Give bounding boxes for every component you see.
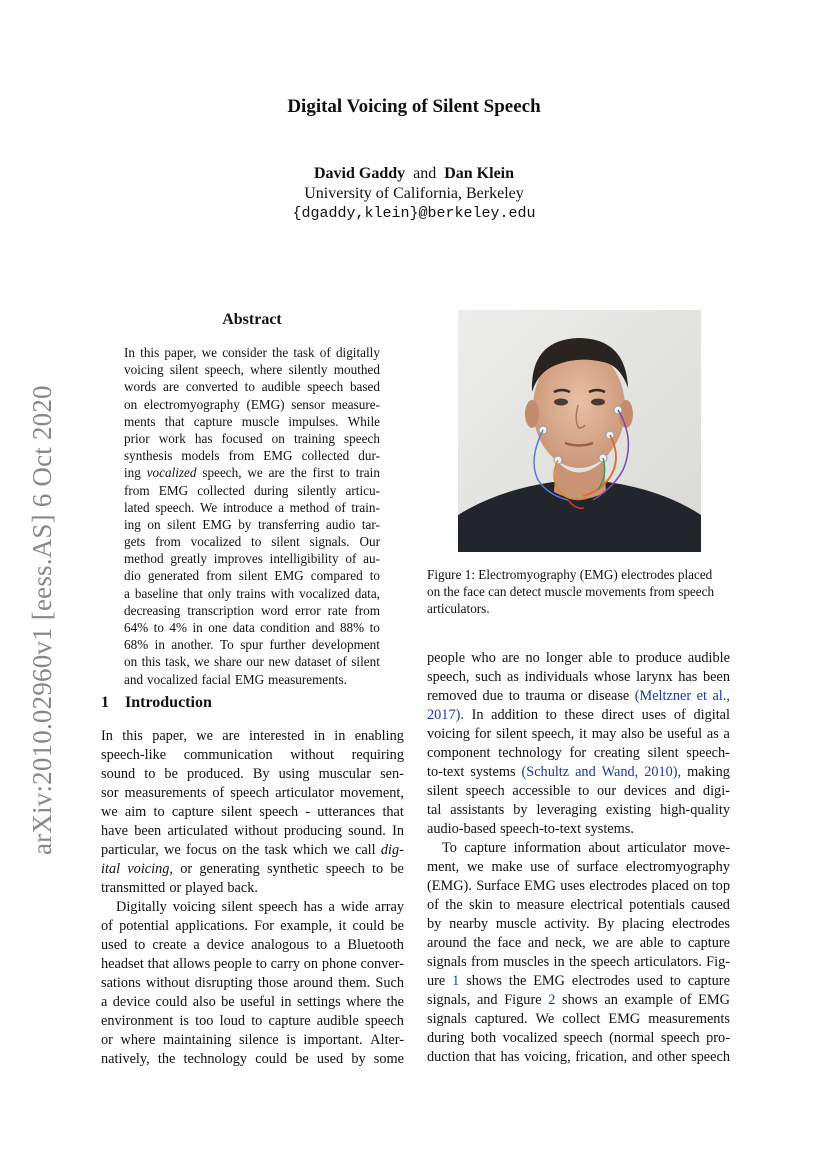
- text-line: To capture information about articulator move-: [442, 840, 730, 856]
- affiliation: University of California, Berkeley: [304, 185, 524, 202]
- text-line: ments that capture muscle impulses. While: [124, 413, 380, 429]
- text-line: around the face and neck, we are able to capture: [427, 935, 730, 951]
- figure-1-caption: [427, 566, 732, 618]
- text-line: or where maintaining silence is important. Alter-: [101, 1032, 404, 1048]
- text-line: Digitally voicing silent speech has a wide array: [116, 899, 404, 915]
- text-line: sor measurements of speech articulator movement,: [101, 785, 404, 801]
- caption-line: Figure 1: Electromyography (EMG) electrodes placed: [427, 567, 713, 582]
- section-heading: [101, 694, 228, 712]
- text-line: 68% in another. To spur further development: [124, 637, 380, 653]
- text-line: lated speech. We introduce a method of train-: [124, 499, 380, 515]
- text-line: a device could also be useful in settings where the: [101, 994, 404, 1010]
- text-line: during both vocalized speech (normal speech pro-: [427, 1030, 730, 1046]
- text-line: words are converted to audible speech based: [124, 379, 380, 395]
- text-line: speech, such as individuals whose larynx has been: [427, 669, 730, 685]
- section-title: Introduction: [125, 694, 212, 711]
- text-line: audio-based speech-to-text systems.: [427, 821, 634, 837]
- text-line: signals captured. We collect EMG measurements: [427, 1011, 730, 1027]
- author-name: David Gaddy: [313, 165, 406, 182]
- author-name: Dan Klein: [444, 165, 515, 182]
- text-line: duction that has voicing, frication, and other speech: [427, 1049, 730, 1065]
- arxiv-stamp: arXiv:2010.02960v1 [eess.AS] 6 Oct 2020: [27, 385, 57, 855]
- section-number: 1: [101, 694, 109, 711]
- text-line: on electromyography (EMG) sensor measure-: [124, 396, 380, 412]
- text-line: ital voicing, or generating synthetic speech to be: [101, 861, 404, 877]
- text-line: method greatly improves intelligibility of au-: [124, 551, 380, 567]
- text-line: environment is too loud to capture audible speech: [101, 1013, 404, 1029]
- text-line: signals from muscles in the speech articulators. Fig-: [427, 954, 730, 970]
- text-line: signals, and Figure 2 shows an example of EMG: [427, 992, 730, 1008]
- text-line: 64% to 4% in one data condition and 88% to: [124, 620, 380, 635]
- text-line: silent speech accessible to our devices and digi-: [427, 783, 730, 799]
- text-line: 2017). In addition to these direct uses of digital: [427, 707, 730, 723]
- abstract-body: [124, 344, 380, 688]
- face-photo-illustration: [458, 310, 701, 552]
- text-line: speech-like communication without requiring: [101, 747, 404, 763]
- text-line: component technology for creating silent speech-: [427, 745, 730, 761]
- caption-line: articulators.: [427, 601, 490, 617]
- text-line: In this paper, we are interested in in enabling: [101, 728, 404, 744]
- text-line: headset that allows people to carry on phone conver-: [101, 956, 404, 972]
- text-line: voicing silent speech, where silently mouthed: [124, 362, 380, 378]
- text-line: of potential applications. For example, it could be: [101, 918, 404, 934]
- text-line: In this paper, we consider the task of digitally: [124, 345, 380, 360]
- author-conjunction: and: [413, 165, 437, 182]
- text-line: voicing for silent speech, it may also be useful as a: [427, 726, 730, 742]
- text-line: dio generated from silent EMG compared to: [124, 568, 380, 584]
- abstract-heading: Abstract: [222, 311, 282, 328]
- text-line: removed due to trauma or disease (Meltzner et al.,: [427, 688, 730, 704]
- text-line: ing vocalized speech, we are the first to train: [124, 465, 380, 481]
- figure-1-photo: [458, 310, 701, 552]
- text-line: transmitted or played back.: [101, 880, 258, 896]
- text-line: ing on silent EMG by transferring audio tar-: [124, 516, 380, 532]
- text-line: decreasing transcription word error rate from: [124, 602, 380, 618]
- author-line: [0, 165, 828, 183]
- text-line: from EMG collected during silently articu-: [124, 482, 380, 498]
- left-column-text: [101, 727, 404, 1069]
- text-line: ure 1 shows the EMG electrodes used to capture: [427, 973, 730, 989]
- text-line: we aim to capture silent speech - utterances that: [101, 804, 404, 820]
- author-email: {dgaddy,klein}@berkeley.edu: [292, 205, 536, 222]
- text-line: and vocalized facial EMG measurements.: [124, 671, 347, 687]
- text-line: sations without disrupting those around them. Such: [101, 975, 404, 991]
- text-line: by nearby muscle activity. By placing electrodes: [427, 916, 730, 932]
- text-line: (EMG). Surface EMG uses electrodes placed on top: [427, 878, 730, 894]
- text-line: gets from vocalized to silent signals. Our: [124, 534, 380, 550]
- text-line: on this task, we share our new dataset of silent: [124, 654, 380, 670]
- text-line: to-text systems (Schultz and Wand, 2010), making: [427, 764, 730, 780]
- right-column-text: [427, 649, 730, 1067]
- text-line: used to create a device analogous to a Bluetooth: [101, 937, 404, 953]
- text-line: ment, we make use of surface electromyography: [427, 859, 730, 875]
- text-line: people who are no longer able to produce audible: [427, 650, 730, 666]
- text-line: sound to be produced. By using muscular sen-: [101, 766, 404, 782]
- text-line: tal assistants by leveraging existing high-quality: [427, 802, 730, 818]
- text-line: natively, the technology could be used by some: [101, 1051, 404, 1067]
- text-line: have been articulated without producing sound. In: [101, 823, 404, 839]
- text-line: particular, we focus on the task which we call dig-: [101, 842, 404, 858]
- text-line: prior work has focused on training speech: [124, 430, 380, 446]
- text-line: of the skin to measure electrical potentials caused: [427, 897, 730, 913]
- text-line: synthesis models from EMG collected dur-: [124, 448, 380, 464]
- paper-title: Digital Voicing of Silent Speech: [287, 96, 541, 117]
- caption-line: on the face can detect muscle movements from speech: [427, 584, 715, 600]
- text-line: a baseline that only trains with vocalized data,: [124, 585, 380, 601]
